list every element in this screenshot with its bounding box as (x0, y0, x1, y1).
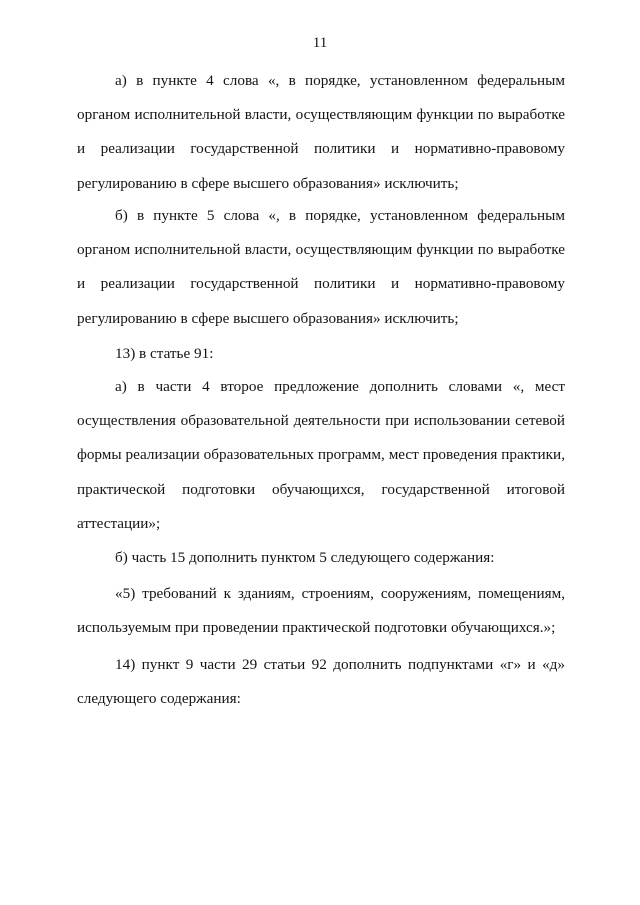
paragraph-1b-point-5: б) в пункте 5 слова «, в порядке, установленном федеральным органом исполнительной власти, осуществляющим функции по выработке и реализации государственной политики и нормативно-правовому регулированию в сфере высшего образования» исключить; (77, 207, 565, 327)
paragraph-quote-item-5: «5) требований к зданиям, строениям, сооружениям, помещениям, используемым при проведении практической подготовки обучающихся.»; (77, 585, 565, 637)
paragraph-14-article-92: 14) пункт 9 части 29 статьи 92 дополнить подпунктами «г» и «д» следующего содержания: (77, 656, 565, 708)
paragraph-13-article-91: 13) в статье 91: (115, 345, 214, 362)
paragraph-1a-point-4: а) в пункте 4 слова «, в порядке, установленном федеральным органом исполнительной власти, осуществляющим функции по выработке и реализации государственной политики и нормативно-правовому регулированию в сфере высшего образования» исключить; (77, 72, 565, 192)
paragraph-13b-part-15: б) часть 15 дополнить пунктом 5 следующего содержания: (115, 549, 495, 566)
paragraph-13a-part-4: а) в части 4 второе предложение дополнить словами «, мест осуществления образовательной деятельности при использовании сетевой формы реализации образовательных программ, мест проведения практики, практической подготовки обучающихся, государственной итоговой аттестации»; (77, 378, 565, 532)
page-number: 11 (312, 34, 328, 51)
